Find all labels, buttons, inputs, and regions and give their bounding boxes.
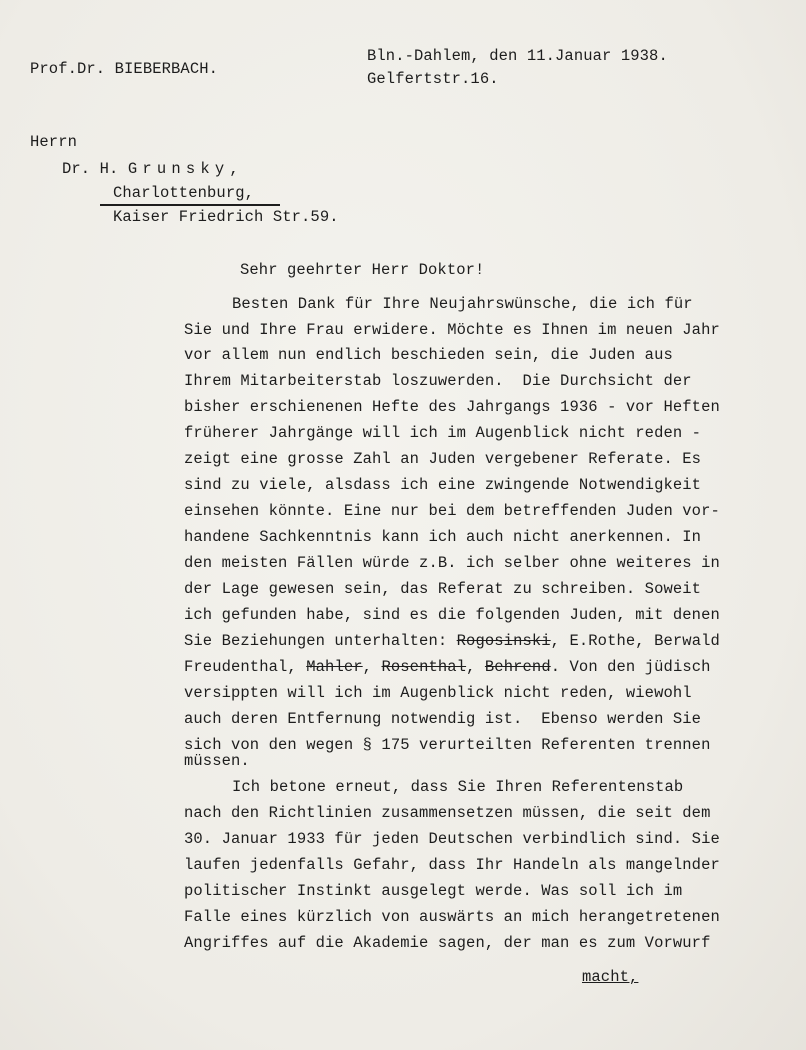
body-line: versippten will ich im Augenblick nicht reden, wiewohl bbox=[184, 684, 692, 702]
body-line: den meisten Fällen würde z.B. ich selber ohne weiteres in bbox=[184, 554, 720, 572]
body-line: einsehen könnte. Eine nur bei dem betreffenden Juden vor- bbox=[184, 502, 720, 520]
body-line bbox=[184, 658, 711, 676]
sender-name: Prof.Dr. BIEBERBACH. bbox=[30, 60, 219, 78]
body-text: . Von den jüdisch bbox=[550, 658, 711, 676]
body-line: vor allem nun endlich beschieden sein, die Juden aus bbox=[184, 346, 673, 364]
body-line: Ich betone erneut, dass Sie Ihren Referentenstab bbox=[232, 778, 684, 796]
body-line: Ihrem Mitarbeiterstab loszuwerden. Die Durchsicht der bbox=[184, 372, 692, 390]
body-line: sind zu viele, alsdass ich eine zwingende Notwendigkeit bbox=[184, 476, 702, 494]
sender-address: Gelfertstr.16. bbox=[367, 70, 499, 88]
body-line bbox=[184, 632, 720, 650]
recipient-surname: Grunsky bbox=[127, 160, 230, 178]
body-line: ich gefunden habe, sind es die folgenden Juden, mit denen bbox=[184, 606, 720, 624]
body-line: der Lage gewesen sein, das Referat zu schreiben. Soweit bbox=[184, 580, 702, 598]
struck-name: Behrend bbox=[484, 658, 551, 676]
greeting: Sehr geehrter Herr Doktor! bbox=[240, 261, 485, 279]
body-text: Berwald bbox=[654, 632, 720, 650]
body-line: auch deren Entfernung notwendig ist. Ebenso werden Sie bbox=[184, 710, 702, 728]
recipient-name bbox=[62, 160, 239, 178]
body-line: Besten Dank für Ihre Neujahrswünsche, die ich für bbox=[232, 295, 693, 313]
body-line: Sie und Ihre Frau erwidere. Möchte es Ihnen im neuen Jahr bbox=[184, 321, 720, 339]
body-line: Falle eines kürzlich von auswärts an mich herangetretenen bbox=[184, 908, 720, 926]
place-date: Bln.-Dahlem, den 11.Januar 1938. bbox=[367, 47, 668, 65]
body-line: zeigt eine grosse Zahl an Juden vergebener Referate. Es bbox=[184, 450, 702, 468]
recipient-name-comma: , bbox=[229, 160, 239, 178]
recipient-street: Kaiser Friedrich Str.59. bbox=[113, 208, 339, 226]
struck-name: Mahler bbox=[306, 658, 363, 676]
body-text: , bbox=[466, 658, 485, 676]
body-line: handene Sachkenntnis kann ich auch nicht anerkennen. In bbox=[184, 528, 702, 546]
district-underline bbox=[100, 204, 280, 206]
recipient-salutation: Herrn bbox=[30, 133, 78, 151]
body-line: müssen. bbox=[184, 752, 250, 770]
body-line: laufen jedenfalls Gefahr, dass Ihr Handeln als mangelnder bbox=[184, 856, 720, 874]
body-line: sich von den wegen § 175 verurteilten Referenten trennen bbox=[184, 736, 711, 754]
body-line: bisher erschienenen Hefte des Jahrgangs 1936 - vor Heften bbox=[184, 398, 720, 416]
recipient-district: Charlottenburg, bbox=[113, 184, 255, 202]
body-line: politischer Instinkt ausgelegt werde. Was soll ich im bbox=[184, 882, 683, 900]
catchword: macht, bbox=[582, 968, 639, 986]
struck-name: Rogosinski bbox=[456, 632, 551, 650]
recipient-title: Dr. H. bbox=[62, 160, 128, 178]
body-text: Sie Beziehungen unterhalten: bbox=[184, 632, 457, 650]
struck-name: Rosenthal bbox=[381, 658, 467, 676]
body-line: Angriffes auf die Akademie sagen, der man es zum Vorwurf bbox=[184, 934, 711, 952]
body-text: , E.Rothe, bbox=[550, 632, 655, 650]
body-line: früherer Jahrgänge will ich im Augenblick nicht reden - bbox=[184, 424, 702, 442]
body-line: 30. Januar 1933 für jeden Deutschen verbindlich sind. Sie bbox=[184, 830, 720, 848]
body-text: , bbox=[362, 658, 382, 676]
body-line: nach den Richtlinien zusammensetzen müssen, die seit dem bbox=[184, 804, 711, 822]
body-text: Freudenthal, bbox=[184, 658, 307, 676]
